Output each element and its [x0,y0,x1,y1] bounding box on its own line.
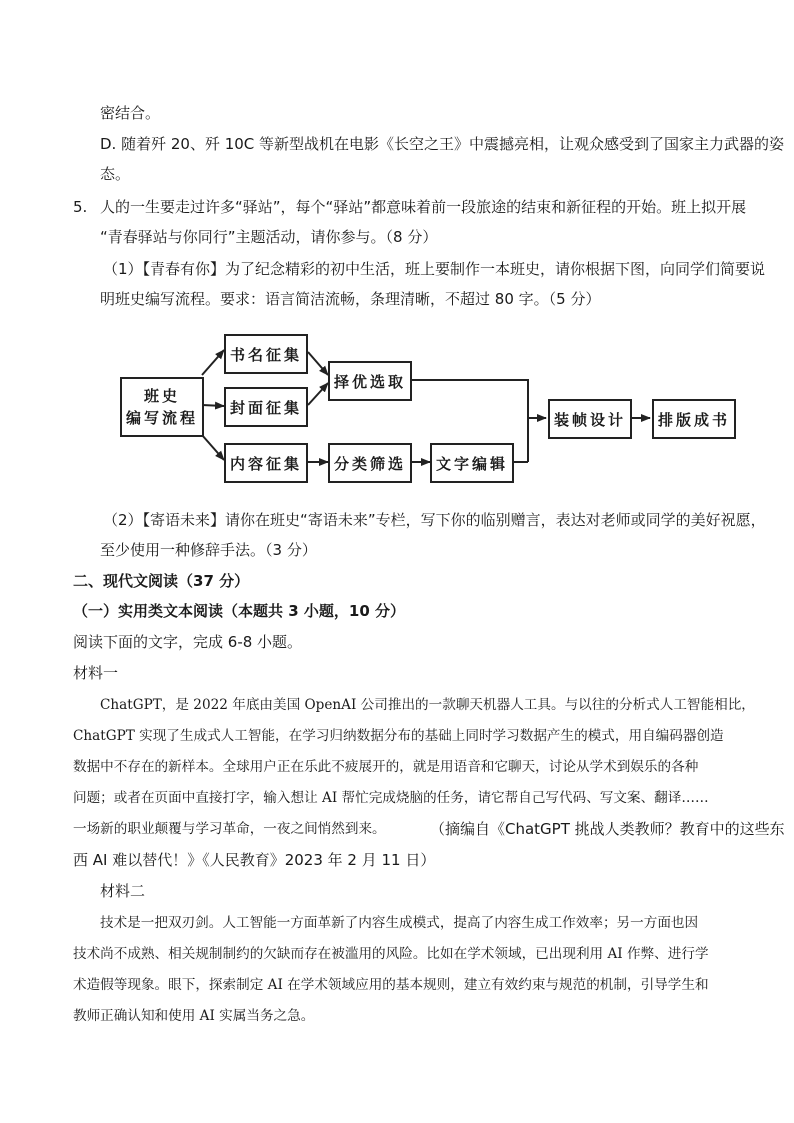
q5-intro: 人的一生要走过许多“驿站”，每个“驿站”都意味着前一段旅途的结束和新征程的开始。班上拟开展 [100,198,747,216]
flow-start-box [120,377,204,437]
flow-start-line2: 编写流程 [125,409,198,427]
reading-instruction: 阅读下面的文字，完成 6-8 小题。 [73,633,303,651]
material2-label: 材料二 [100,882,146,900]
flow-binding-box: 装帧设计 [548,399,632,439]
arrow-start-to-cover [202,405,224,406]
q4-option-d-cont: 态。 [100,165,131,183]
material1-source: （摘编自《ChatGPT 挑战人类教师？教育中的这些东 [430,820,785,838]
material1-line: 问题；或者在页面中直接打字，输入想让 AI 帮忙完成烧脑的任务，请它帮自己写代码、写文案、翻译…… [73,790,709,806]
arrow-book-name-to-select [308,352,328,375]
q5-sub2-cont: 至少使用一种修辞手法。（3 分） [100,541,317,559]
material2-line: 术造假等现象。眼下，探索制定 AI 在学术领域应用的基本规则，建立有效约束与规范的机制，引导学生和 [73,977,709,993]
flowchart-connectors [0,0,794,520]
arrow-start-to-book-name [202,350,224,375]
material2-line: 技术尚不成熟、相关规制制约的欠缺而存在被滥用的风险。比如在学术领域，已出现利用 AI 作弊、进行学 [73,946,709,962]
section-heading: 二、现代文阅读（37 分） [73,572,250,590]
q4-option-d: D. 随着歼 20、歼 10C 等新型战机在电影《长空之王》中震撼亮相，让观众感受到了国家主力武器的姿 [100,135,785,153]
flow-typeset-box: 排版成书 [652,399,736,439]
flow-content-box: 内容征集 [224,443,308,483]
q5-number: 5. [73,198,88,216]
q5-sub1: （1）【青春有你】为了纪念精彩的初中生活，班上要制作一本班史，请你根据下图，向同学们简要说 [103,260,766,278]
q5-sub1-cont: 明班史编写流程。要求：语言简洁流畅，条理清晰，不超过 80 字。（5 分） [100,290,601,308]
flow-select-best-box: 择优选取 [328,361,412,401]
flow-text-edit-box: 文字编辑 [430,443,514,483]
q4-tail: 密结合。 [100,104,161,122]
material1-label: 材料一 [73,664,119,682]
flow-classify-box: 分类筛选 [328,443,412,483]
section-sub-heading: （一）实用类文本阅读（本题共 3 小题，10 分） [73,602,405,620]
arrow-start-to-content [202,435,224,460]
material1-line: ChatGPT 实现了生成式人工智能，在学习归纳数据分布的基础上同时学习数据产生的模式，用自编码器创造 [73,728,724,744]
material1-line: 一场新的职业颠覆与学习革命，一夜之间悄然到来。 [73,821,386,837]
material1-line: ChatGPT，是 2022 年底由美国 OpenAI 公司推出的一款聊天机器人工具。与以往的分析式人工智能相比， [100,697,755,713]
material1-line: 数据中不存在的新样本。全球用户正在乐此不疲展开的，就是用语音和它聊天，讨论从学术到娱乐的各种 [73,759,699,775]
q5-sub2: （2）【寄语未来】请你在班史“寄语未来”专栏，写下你的临别赠言，表达对老师或同学的美好祝愿， [103,511,766,529]
flow-book-name-box: 书名征集 [224,334,308,374]
q5-intro-cont: “青春驿站与你同行”主题活动，请你参与。（8 分） [100,228,438,246]
material2-line: 教师正确认知和使用 AI 实属当务之急。 [73,1008,315,1024]
material2-line: 技术是一把双刃剑。人工智能一方面革新了内容生成模式，提高了内容生成工作效率；另一方面也因 [100,915,699,931]
arrow-cover-to-select [308,383,328,405]
flow-start-line1: 班史 [143,387,180,405]
flow-cover-box: 封面征集 [224,387,308,427]
material1-source-cont: 西 AI 难以替代！》《人民教育》2023 年 2 月 11 日） [73,851,436,869]
